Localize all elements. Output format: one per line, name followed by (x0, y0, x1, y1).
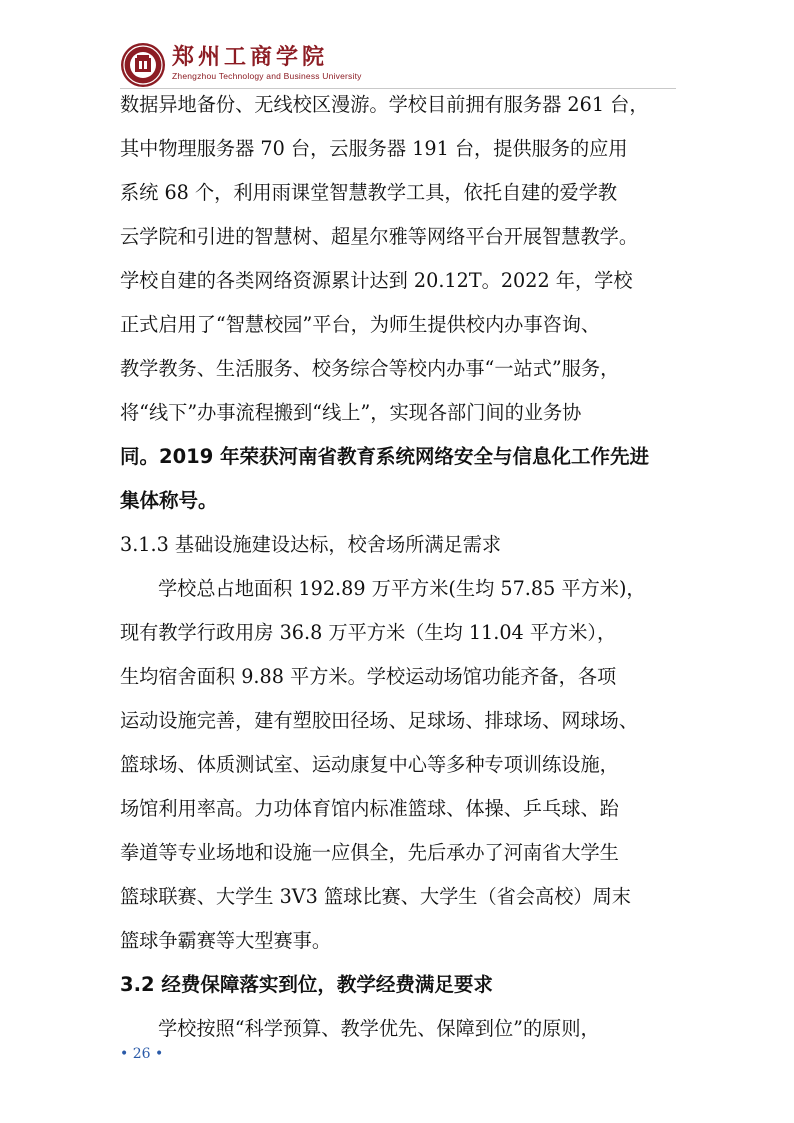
body-line: 运动设施完善，建有塑胶田径场、足球场、排球场、网球场、 (120, 709, 639, 732)
body-line: 篮球争霸赛等大型赛事。 (120, 929, 332, 952)
section-heading-3-1-3: 3.1.3 基础设施建设达标，校舍场所满足需求 (120, 533, 502, 556)
body-line: 学校按照“科学预算、教学优先、保障到位”的原则， (158, 1017, 600, 1040)
body-line: 教学教务、生活服务、校务综合等校内办事“一站式”服务， (120, 357, 620, 380)
body-line: 将“线下”办事流程搬到“线上”，实现各部门间的业务协 (120, 401, 582, 424)
body-line: 学校总占地面积 192.89 万平方米(生均 57.85 平方米)， (158, 577, 646, 600)
body-line-bold: 集体称号。 (120, 489, 218, 512)
university-seal-icon (120, 42, 166, 88)
body-line: 学校自建的各类网络资源累计达到 20.12T。2022 年，学校 (120, 269, 633, 292)
body-line: 篮球场、体质测试室、运动康复中心等多种专项训练设施， (120, 753, 619, 776)
section-heading-3-2: 3.2 经费保障落实到位，教学经费满足要求 (120, 973, 493, 996)
body-line: 其中物理服务器 70 台，云服务器 191 台，提供服务的应用 (120, 137, 628, 160)
page-number: • 26 • (120, 1046, 164, 1062)
brand-chinese-name: 郑州工商学院 (172, 44, 329, 70)
university-logo (172, 44, 412, 88)
body-line: 生均宿舍面积 9.88 平方米。学校运动场馆功能齐备，各项 (120, 665, 617, 688)
page-header (120, 42, 680, 88)
body-line: 云学院和引进的智慧树、超星尔雅等网络平台开展智慧教学。 (120, 225, 639, 248)
body-line: 正式启用了“智慧校园”平台，为师生提供校内办事咨询、 (120, 313, 601, 336)
body-line-bold: 同。2019 年荣获河南省教育系统网络安全与信息化工作先进 (120, 445, 650, 468)
body-line: 篮球联赛、大学生 3V3 篮球比赛、大学生（省会高校）周末 (120, 885, 631, 908)
brand-english-name: Zhengzhou Technology and Business University (172, 71, 362, 81)
body-line: 数据异地备份、无线校区漫游。学校目前拥有服务器 261 台， (120, 93, 649, 116)
body-line: 场馆利用率高。力功体育馆内标准篮球、体操、乒乓球、跆 (120, 797, 619, 820)
body-line: 拳道等专业场地和设施一应俱全，先后承办了河南省大学生 (120, 841, 619, 864)
body-line: 系统 68 个，利用雨课堂智慧教学工具，依托自建的爱学教 (120, 181, 618, 204)
body-line: 现有教学行政用房 36.8 万平方米（生均 11.04 平方米）， (120, 621, 617, 644)
